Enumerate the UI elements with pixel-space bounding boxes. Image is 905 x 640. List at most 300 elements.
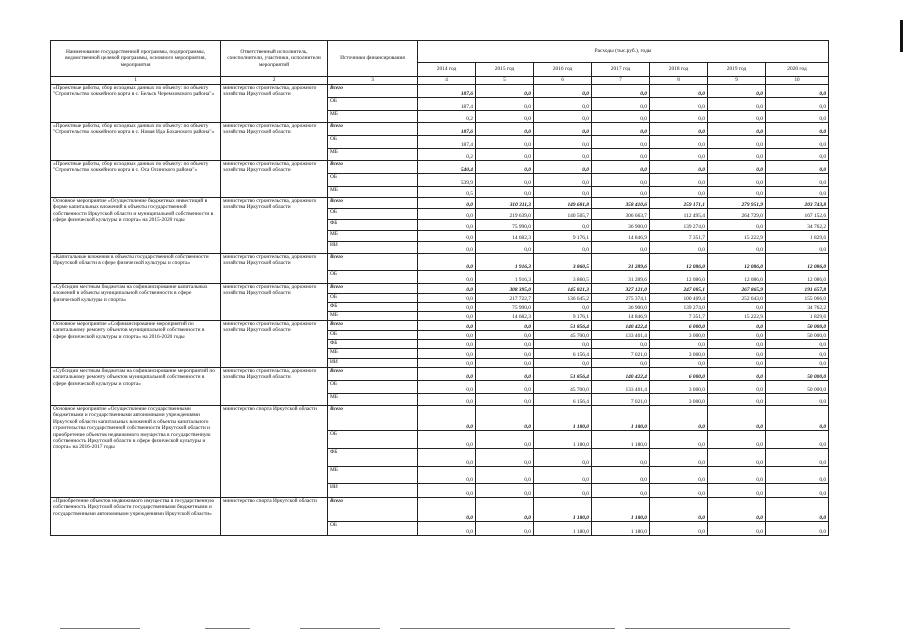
- funding-source-cell: ИИ: [328, 242, 418, 254]
- amount-cell: 0,0: [418, 231, 476, 242]
- amount-cell: 0,0: [476, 394, 534, 406]
- amount-cell: 308 395,0: [476, 284, 534, 294]
- amount-cell: 0,0: [534, 242, 592, 254]
- amount-cell: 112 495,4: [650, 209, 708, 220]
- amount-cell: 167 152,6: [766, 209, 829, 220]
- amount-cell: 7 021,0: [592, 349, 650, 359]
- amount-cell: 1 916,3: [476, 254, 534, 271]
- executor-cell: министерство строительства, дорожного хозяйства Иркутской области: [221, 321, 328, 368]
- amount-cell: 0,0: [418, 198, 476, 209]
- amount-cell: 0,0: [592, 149, 650, 161]
- amount-cell: 45 700,0: [534, 331, 592, 340]
- amount-cell: 0,0: [476, 368, 534, 381]
- header-executor: Ответственный исполнитель, соисполнители, участники, исполнители мероприятий: [221, 41, 328, 77]
- amount-cell: 0,0: [418, 406, 476, 431]
- scan-artifact-line: [205, 628, 250, 629]
- amount-cell: 0,0: [766, 522, 829, 536]
- amount-cell: 155 066,0: [766, 294, 829, 303]
- amount-cell: 3 000,0: [650, 381, 708, 394]
- funding-source-cell: МБ: [328, 149, 418, 161]
- amount-cell: 36 900,0: [592, 220, 650, 231]
- funding-source-cell: ФБ: [328, 340, 418, 349]
- amount-cell: 1 829,6: [766, 312, 829, 321]
- amount-cell: 0,0: [650, 98, 708, 111]
- amount-cell: 34 762,2: [766, 303, 829, 312]
- amount-cell: 0,0: [650, 187, 708, 198]
- amount-cell: 1 829,6: [766, 231, 829, 242]
- amount-cell: 0,0: [592, 340, 650, 349]
- scan-artifact-line: [60, 628, 140, 629]
- amount-cell: 1 180,0: [534, 406, 592, 431]
- funding-source-cell: Всего: [328, 321, 418, 331]
- amount-cell: 0,0: [650, 136, 708, 149]
- funding-source-cell: ОБ: [328, 271, 418, 284]
- amount-cell: 3 860,5: [534, 254, 592, 271]
- amount-cell: 14 682,3: [476, 231, 534, 242]
- amount-cell: 0,0: [476, 349, 534, 359]
- amount-cell: 133 401,4: [592, 331, 650, 340]
- funding-source-cell: Всего: [328, 368, 418, 381]
- amount-cell: 3 000,0: [650, 349, 708, 359]
- header-expenses: Расходы (тыс.руб.), годы: [418, 41, 829, 63]
- header-year: 2020 год: [766, 63, 829, 77]
- amount-cell: 1 916,3: [476, 271, 534, 284]
- program-name-cell: Основное мероприятие «Осуществление государственными бюджетными и государственными автономными учреждениями Иркутской области капитальных вложений в объекты капитального строительства государственной собственности Иркутской области и приобретение объектов недвижимого имущества в государственную собственность Иркутской области в сфере физической культуры и спорта» на 2016-2017 годы: [51, 406, 221, 498]
- program-name-cell: «Субсидии местным бюджетам на софинансирование капитальных вложений в объекты муниципальной собственности в сфере физической культуры и спорта»: [51, 284, 221, 321]
- amount-cell: 0,0: [418, 449, 476, 467]
- amount-cell: 0,0: [708, 174, 766, 187]
- amount-cell: 0,0: [534, 136, 592, 149]
- funding-source-cell: ОБ: [328, 209, 418, 220]
- executor-cell: министерство спорта Иркутской области: [221, 498, 328, 536]
- amount-cell: 0,0: [534, 303, 592, 312]
- column-index: 7: [592, 77, 650, 85]
- amount-cell: 0,0: [708, 484, 766, 498]
- header-year: 2014 год: [418, 63, 476, 77]
- column-index: 5: [476, 77, 534, 85]
- amount-cell: 0,0: [766, 187, 829, 198]
- program-name-cell: «Капитальные вложения в объекты государственной собственности Иркутской области в сфере физической культуры и спорта»: [51, 254, 221, 284]
- amount-cell: 0,0: [592, 98, 650, 111]
- amount-cell: 0,0: [476, 431, 534, 449]
- amount-cell: 0,0: [650, 161, 708, 174]
- amount-cell: 0,0: [708, 381, 766, 394]
- amount-cell: 0,0: [766, 467, 829, 484]
- program-name-cell: «Субсидии местным бюджетам на софинансирование мероприятий по капитальному ремонту объектов муниципальной собственности в сфере физической культуры и спорта»: [51, 368, 221, 406]
- amount-cell: 75 990,0: [476, 220, 534, 231]
- amount-cell: 0,0: [476, 321, 534, 331]
- amount-cell: 0,0: [418, 284, 476, 294]
- column-index: 9: [708, 77, 766, 85]
- program-name-cell: «Проектные работы, сбор исходных данных по объекту: по объекту "Строительство хоккейного корта в с. Новая Ида Боханского района"»: [51, 123, 221, 161]
- amount-cell: 0,0: [592, 174, 650, 187]
- amount-cell: 12 086,0: [650, 271, 708, 284]
- amount-cell: 1 180,0: [592, 431, 650, 449]
- amount-cell: 6 156,4: [534, 394, 592, 406]
- amount-cell: 0,0: [534, 98, 592, 111]
- funding-source-cell: Всего: [328, 498, 418, 522]
- amount-cell: 0,0: [476, 136, 534, 149]
- amount-cell: 0,0: [476, 123, 534, 136]
- amount-cell: 0,0: [708, 149, 766, 161]
- amount-cell: 0,0: [708, 467, 766, 484]
- amount-cell: 0,0: [766, 149, 829, 161]
- amount-cell: 0,0: [766, 359, 829, 368]
- amount-cell: 264 729,0: [708, 209, 766, 220]
- table-row: [51, 498, 829, 522]
- funding-source-cell: ОБ: [328, 331, 418, 340]
- amount-cell: 6 000,0: [650, 321, 708, 331]
- amount-cell: 0,0: [650, 406, 708, 431]
- funding-source-cell: ОБ: [328, 294, 418, 303]
- funding-source-cell: МБ: [328, 394, 418, 406]
- amount-cell: 0,0: [592, 161, 650, 174]
- amount-cell: 191 657,8: [766, 284, 829, 294]
- amount-cell: 0,0: [708, 85, 766, 98]
- program-name-cell: «Проектные работы, сбор исходных данных по объекту: по объекту "Строительство хоккейного корта в с. Бельск Черемховского района"»: [51, 85, 221, 123]
- amount-cell: 0,0: [534, 467, 592, 484]
- amount-cell: 0,0: [534, 187, 592, 198]
- amount-cell: 100 409,4: [650, 294, 708, 303]
- amount-cell: 0,0: [708, 340, 766, 349]
- amount-cell: 14 846,9: [592, 312, 650, 321]
- amount-cell: 0,0: [650, 449, 708, 467]
- amount-cell: 0,0: [418, 394, 476, 406]
- header-year: 2019 год: [708, 63, 766, 77]
- amount-cell: 50 000,0: [766, 331, 829, 340]
- amount-cell: 0,0: [476, 98, 534, 111]
- amount-cell: 0,0: [766, 174, 829, 187]
- executor-cell: министерство строительства, дорожного хозяйства Иркутской области: [221, 161, 328, 198]
- amount-cell: 140 422,4: [592, 368, 650, 381]
- amount-cell: 0,0: [766, 484, 829, 498]
- scan-artifact-line: [625, 628, 790, 629]
- amount-cell: 0,0: [766, 242, 829, 254]
- amount-cell: 31 289,6: [592, 271, 650, 284]
- amount-cell: 0,0: [708, 449, 766, 467]
- amount-cell: 3 000,0: [650, 394, 708, 406]
- amount-cell: 51 856,4: [534, 368, 592, 381]
- amount-cell: 0,0: [708, 368, 766, 381]
- amount-cell: 327 121,0: [592, 284, 650, 294]
- amount-cell: 0,0: [766, 136, 829, 149]
- amount-cell: 1 180,0: [534, 498, 592, 522]
- amount-cell: 0,0: [650, 123, 708, 136]
- amount-cell: 0,0: [476, 161, 534, 174]
- amount-cell: 139 274,0: [650, 303, 708, 312]
- amount-cell: 0,0: [534, 85, 592, 98]
- amount-cell: 0,0: [766, 394, 829, 406]
- amount-cell: 252 643,0: [708, 294, 766, 303]
- amount-cell: 0,0: [766, 340, 829, 349]
- amount-cell: 140 422,4: [592, 321, 650, 331]
- amount-cell: 14 682,3: [476, 312, 534, 321]
- amount-cell: 0,0: [650, 522, 708, 536]
- amount-cell: 0,0: [418, 431, 476, 449]
- amount-cell: 0,0: [418, 294, 476, 303]
- funding-source-cell: Всего: [328, 254, 418, 271]
- amount-cell: 0,0: [708, 359, 766, 368]
- amount-cell: 0,0: [708, 498, 766, 522]
- amount-cell: 0,0: [650, 431, 708, 449]
- amount-cell: 34 762,2: [766, 220, 829, 231]
- header-program-name: Наименование государственной программы, подпрограммы, ведомственной целевой программы, основного мероприятия, мероприятия: [51, 41, 221, 77]
- header-year: 2017 год: [592, 63, 650, 77]
- amount-cell: 259 171,1: [650, 198, 708, 209]
- amount-cell: 0,0: [650, 359, 708, 368]
- amount-cell: 0,0: [418, 321, 476, 331]
- funding-source-cell: ОБ: [328, 98, 418, 111]
- scan-artifact-line: [300, 628, 380, 629]
- amount-cell: 0,0: [708, 321, 766, 331]
- funding-source-cell: ФБ: [328, 220, 418, 231]
- amount-cell: 1 180,0: [534, 431, 592, 449]
- amount-cell: 1 180,0: [592, 522, 650, 536]
- funding-source-cell: Всего: [328, 161, 418, 174]
- amount-cell: 0,2: [418, 111, 476, 123]
- funding-source-cell: ОБ: [328, 136, 418, 149]
- amount-cell: 0,0: [592, 467, 650, 484]
- amount-cell: 133 401,4: [592, 381, 650, 394]
- amount-cell: 539,9: [418, 174, 476, 187]
- amount-cell: 0,0: [418, 368, 476, 381]
- amount-cell: 136 645,2: [534, 294, 592, 303]
- funding-source-cell: МБ: [328, 349, 418, 359]
- amount-cell: 0,0: [534, 220, 592, 231]
- amount-cell: 0,0: [592, 85, 650, 98]
- table-row: [51, 161, 829, 174]
- funding-source-cell: Всего: [328, 406, 418, 431]
- amount-cell: 15 222,9: [708, 231, 766, 242]
- funding-source-cell: МБ: [328, 467, 418, 484]
- amount-cell: 12 086,0: [766, 271, 829, 284]
- table-row: [51, 368, 829, 381]
- amount-cell: 0,0: [418, 484, 476, 498]
- amount-cell: 267 865,9: [708, 284, 766, 294]
- table-row: [51, 198, 829, 209]
- amount-cell: 187,6: [418, 85, 476, 98]
- amount-cell: 0,0: [476, 111, 534, 123]
- amount-cell: 0,0: [534, 174, 592, 187]
- amount-cell: 0,0: [476, 174, 534, 187]
- amount-cell: 0,0: [650, 111, 708, 123]
- amount-cell: 0,0: [766, 349, 829, 359]
- funding-source-cell: МБ: [328, 231, 418, 242]
- executor-cell: министерство строительства, дорожного хозяйства Иркутской области: [221, 254, 328, 284]
- amount-cell: 0,0: [476, 522, 534, 536]
- amount-cell: 0,0: [534, 149, 592, 161]
- amount-cell: 0,0: [476, 484, 534, 498]
- amount-cell: 0,0: [708, 331, 766, 340]
- amount-cell: 0,0: [534, 340, 592, 349]
- amount-cell: 0,0: [708, 242, 766, 254]
- funding-source-cell: ОБ: [328, 174, 418, 187]
- amount-cell: 0,0: [708, 522, 766, 536]
- amount-cell: 0,0: [708, 123, 766, 136]
- amount-cell: 0,0: [708, 406, 766, 431]
- amount-cell: 306 663,7: [592, 209, 650, 220]
- table-row: [51, 321, 829, 331]
- column-index: 10: [766, 77, 829, 85]
- amount-cell: 0,0: [418, 340, 476, 349]
- funding-source-cell: МБ: [328, 312, 418, 321]
- amount-cell: 0,0: [592, 484, 650, 498]
- amount-cell: 50 000,0: [766, 368, 829, 381]
- amount-cell: 217 722,7: [476, 294, 534, 303]
- amount-cell: 0,0: [476, 467, 534, 484]
- program-name-cell: «Проектные работы, сбор исходных данных по объекту: по объекту "Строительство хоккейного корта в с. Оса Осинского района"»: [51, 161, 221, 198]
- header-year: 2015 год: [476, 63, 534, 77]
- executor-cell: министерство строительства, дорожного хозяйства Иркутской области: [221, 368, 328, 406]
- amount-cell: 0,0: [418, 349, 476, 359]
- amount-cell: 0,0: [418, 312, 476, 321]
- amount-cell: 0,0: [766, 123, 829, 136]
- amount-cell: 0,2: [418, 149, 476, 161]
- funding-source-cell: ОБ: [328, 431, 418, 449]
- amount-cell: 0,0: [650, 85, 708, 98]
- amount-cell: 0,0: [708, 187, 766, 198]
- header-year: 2018 год: [650, 63, 708, 77]
- amount-cell: 0,0: [418, 254, 476, 271]
- amount-cell: 12 086,0: [708, 254, 766, 271]
- amount-cell: 187,4: [418, 136, 476, 149]
- amount-cell: 0,0: [534, 449, 592, 467]
- amount-cell: 0,0: [592, 242, 650, 254]
- column-index: 8: [650, 77, 708, 85]
- amount-cell: 0,0: [418, 381, 476, 394]
- amount-cell: 0,0: [418, 331, 476, 340]
- amount-cell: 279 951,9: [708, 198, 766, 209]
- funding-source-cell: МБ: [328, 187, 418, 198]
- column-index: 4: [418, 77, 476, 85]
- amount-cell: 0,0: [592, 111, 650, 123]
- amount-cell: 7 021,0: [592, 394, 650, 406]
- amount-cell: 0,0: [766, 161, 829, 174]
- amount-cell: 50 000,0: [766, 381, 829, 394]
- amount-cell: 0,0: [708, 161, 766, 174]
- amount-cell: 0,0: [476, 381, 534, 394]
- amount-cell: 187,4: [418, 98, 476, 111]
- funding-source-cell: Всего: [328, 284, 418, 294]
- amount-cell: 203 743,8: [766, 198, 829, 209]
- amount-cell: 3 860,5: [534, 271, 592, 284]
- funding-source-cell: Всего: [328, 198, 418, 209]
- amount-cell: 0,5: [418, 187, 476, 198]
- amount-cell: 0,0: [766, 431, 829, 449]
- table-row: [51, 406, 829, 431]
- funding-source-cell: Всего: [328, 123, 418, 136]
- scan-edge-mark: [900, 20, 903, 52]
- amount-cell: 36 900,0: [592, 303, 650, 312]
- amount-cell: 6 156,4: [534, 349, 592, 359]
- amount-cell: 0,0: [708, 431, 766, 449]
- amount-cell: 149 681,8: [534, 198, 592, 209]
- amount-cell: 0,0: [476, 359, 534, 368]
- program-name-cell: «Приобретение объектов недвижимого имущества в государственную собственность Иркутской области государственными бюджетными и государственными автономными учреждениями Иркутской области»: [51, 498, 221, 536]
- program-name-cell: Основное мероприятие «Осуществление бюджетных инвестиций в форме капитальных вложений в объекты государственной собственности Иркутской области и муниципальной собственности в сфере физической культуры и спорта» на 2015-2020 годы: [51, 198, 221, 254]
- amount-cell: 51 856,4: [534, 321, 592, 331]
- funding-source-cell: ИИ: [328, 484, 418, 498]
- table-row: [51, 284, 829, 294]
- amount-cell: 0,0: [708, 98, 766, 111]
- amount-cell: 45 700,0: [534, 381, 592, 394]
- amount-cell: 0,0: [708, 111, 766, 123]
- amount-cell: 0,0: [708, 394, 766, 406]
- amount-cell: 7 351,7: [650, 231, 708, 242]
- amount-cell: 140 505,7: [534, 209, 592, 220]
- amount-cell: 0,0: [766, 406, 829, 431]
- table-row: [51, 85, 829, 98]
- amount-cell: 0,0: [650, 498, 708, 522]
- amount-cell: 0,0: [418, 522, 476, 536]
- amount-cell: 0,0: [766, 111, 829, 123]
- amount-cell: 0,0: [592, 187, 650, 198]
- amount-cell: 9 176,1: [534, 231, 592, 242]
- amount-cell: 0,0: [476, 149, 534, 161]
- funding-source-cell: ОБ: [328, 381, 418, 394]
- amount-cell: 0,0: [476, 85, 534, 98]
- funding-source-cell: ФБ: [328, 303, 418, 312]
- funding-source-cell: Всего: [328, 85, 418, 98]
- amount-cell: 0,0: [476, 449, 534, 467]
- amount-cell: 0,0: [766, 498, 829, 522]
- amount-cell: 219 639,0: [476, 209, 534, 220]
- amount-cell: 0,0: [418, 209, 476, 220]
- amount-cell: 358 410,6: [592, 198, 650, 209]
- amount-cell: 0,0: [418, 467, 476, 484]
- amount-cell: 0,0: [534, 123, 592, 136]
- amount-cell: 15 222,9: [708, 312, 766, 321]
- amount-cell: 12 086,0: [708, 271, 766, 284]
- amount-cell: 0,0: [418, 220, 476, 231]
- executor-cell: министерство строительства, дорожного хозяйства Иркутской области: [221, 85, 328, 123]
- amount-cell: 31 289,6: [592, 254, 650, 271]
- amount-cell: 0,0: [418, 242, 476, 254]
- amount-cell: 1 180,0: [534, 522, 592, 536]
- amount-cell: 0,0: [592, 136, 650, 149]
- amount-cell: 540,4: [418, 161, 476, 174]
- amount-cell: 310 311,3: [476, 198, 534, 209]
- header-funding-source: Источники финансирования: [328, 41, 418, 77]
- amount-cell: 0,0: [708, 349, 766, 359]
- amount-cell: 0,0: [534, 111, 592, 123]
- budget-table: [50, 40, 829, 536]
- executor-cell: министерство строительства, дорожного хозяйства Иркутской области: [221, 284, 328, 321]
- amount-cell: 0,0: [418, 498, 476, 522]
- funding-source-cell: МБ: [328, 111, 418, 123]
- amount-cell: 0,0: [534, 359, 592, 368]
- header-year: 2016 год: [534, 63, 592, 77]
- executor-cell: министерство строительства, дорожного хозяйства Иркутской области: [221, 123, 328, 161]
- program-name-cell: Основное мероприятие «Софинансирование мероприятий по капитальному ремонту объектов муниципальной собственности в сфере физической культуры и спорта» на 2016-2020 годы: [51, 321, 221, 368]
- amount-cell: 0,0: [708, 136, 766, 149]
- amount-cell: 0,0: [650, 242, 708, 254]
- amount-cell: 0,0: [650, 340, 708, 349]
- amount-cell: 9 176,1: [534, 312, 592, 321]
- amount-cell: 0,0: [476, 331, 534, 340]
- executor-cell: министерство строительства, дорожного хозяйства Иркутской области: [221, 198, 328, 254]
- funding-source-cell: ОБ: [328, 522, 418, 536]
- amount-cell: 1 180,0: [592, 498, 650, 522]
- amount-cell: 0,0: [650, 467, 708, 484]
- column-index: 6: [534, 77, 592, 85]
- column-index: 1: [51, 77, 221, 85]
- table-row: [51, 254, 829, 271]
- amount-cell: 1 180,0: [592, 406, 650, 431]
- amount-cell: 0,0: [476, 340, 534, 349]
- scan-artifact-line: [400, 628, 615, 629]
- amount-cell: 0,0: [534, 161, 592, 174]
